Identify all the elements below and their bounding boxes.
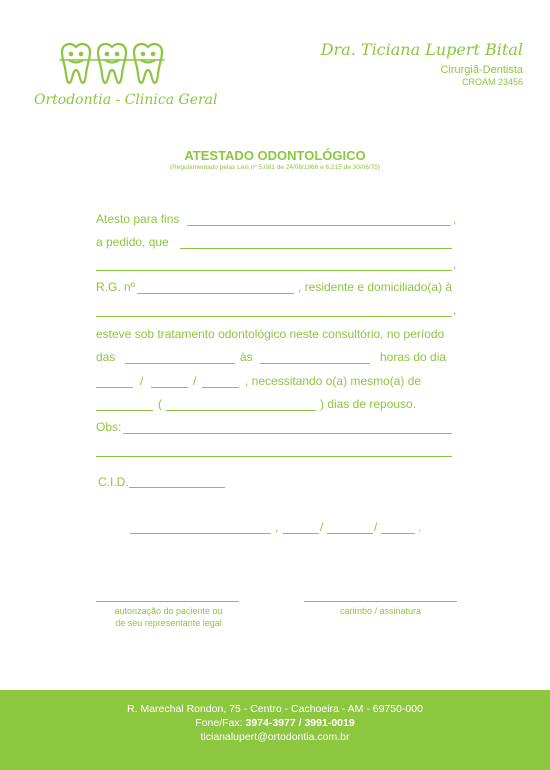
footer-phone-numbers: 3974-3977 / 3991-0019 (245, 717, 355, 729)
footer-address: R. Marechal Rondon, 75 - Centro - Cachoeira - AM - 69750-000 (127, 703, 423, 715)
field-fins[interactable] (187, 225, 451, 226)
label-pedido: a pedido, que (96, 235, 169, 249)
comma: , (453, 303, 457, 317)
doctor-registration: CROAM 23456 (461, 77, 523, 87)
footer-email[interactable]: ticianalupert@ortodontia.com.br (200, 731, 350, 743)
field-mes[interactable] (151, 387, 188, 388)
label-necessitando: , necessitando o(a) mesmo(a) de (245, 374, 422, 388)
comma: , (453, 212, 457, 226)
signature-label-doctor: carimbo / assinatura (339, 606, 422, 616)
doctor-name: Dra. Ticiana Lupert Bital (320, 40, 523, 59)
field-ano[interactable] (202, 387, 239, 388)
signature-label-patient (86, 605, 251, 629)
field-rg[interactable] (137, 293, 294, 294)
field-dias-extenso[interactable] (166, 410, 316, 411)
label-das: das (96, 350, 116, 364)
label-residente: , residente e domiciliado(a) à (298, 280, 453, 294)
comma: , (275, 520, 279, 534)
label-esteve: esteve sob tratamento odontológico neste consultório, no período (96, 327, 445, 341)
slash: / (140, 374, 144, 388)
field-hora-inicio[interactable] (125, 363, 235, 364)
label-dias-repouso: ) dias de repouso. (320, 397, 417, 411)
footer (0, 690, 550, 770)
signature-line-patient[interactable] (96, 601, 239, 602)
footer-phone-label: Fone/Fax: (195, 717, 246, 729)
label-rg: R.G. nº (96, 280, 136, 294)
field-cid[interactable] (129, 487, 225, 488)
logo-text: Ortodontia - Clinica Geral (34, 92, 218, 108)
field-data-ano[interactable] (381, 533, 415, 534)
label-cid: C.I.D. (98, 475, 129, 489)
slash: / (374, 520, 378, 534)
field-data-dia[interactable] (283, 533, 319, 534)
field-paciente-cont[interactable] (96, 270, 452, 271)
footer-phone (0, 717, 550, 729)
comma: , (453, 257, 457, 271)
doctor-specialty: Cirurgiã-Dentista (440, 64, 523, 76)
field-local[interactable] (130, 533, 271, 534)
field-paciente[interactable] (180, 248, 452, 249)
open-paren: ( (158, 397, 162, 411)
field-dia[interactable] (96, 387, 133, 388)
field-dias-num[interactable] (96, 410, 153, 411)
slash: / (193, 374, 197, 388)
period: . (418, 520, 422, 534)
page-title: ATESTADO ODONTOLÓGICO (184, 148, 366, 163)
label-as: às (240, 350, 253, 364)
field-endereco[interactable] (96, 316, 452, 317)
tooth-logo-icon (58, 40, 170, 90)
field-data-mes[interactable] (327, 533, 373, 534)
label-atesto: Atesto para fins (96, 212, 180, 226)
signature-label-patient-line1: autorização do paciente ou (114, 606, 223, 616)
signature-label-patient-line2: de seu representante legal (115, 618, 222, 628)
label-obs: Obs: (96, 420, 122, 434)
field-obs[interactable] (123, 433, 452, 434)
field-hora-fim[interactable] (260, 363, 370, 364)
page-subtitle: (Regulamentado pelas Leis nº 5.081 de 24/08/1966 e 6.215 de 30/06/75) (169, 164, 381, 171)
label-horas: horas do dia (380, 350, 447, 364)
signature-line-doctor[interactable] (304, 601, 457, 602)
slash: / (320, 520, 324, 534)
field-obs-cont[interactable] (96, 456, 452, 457)
